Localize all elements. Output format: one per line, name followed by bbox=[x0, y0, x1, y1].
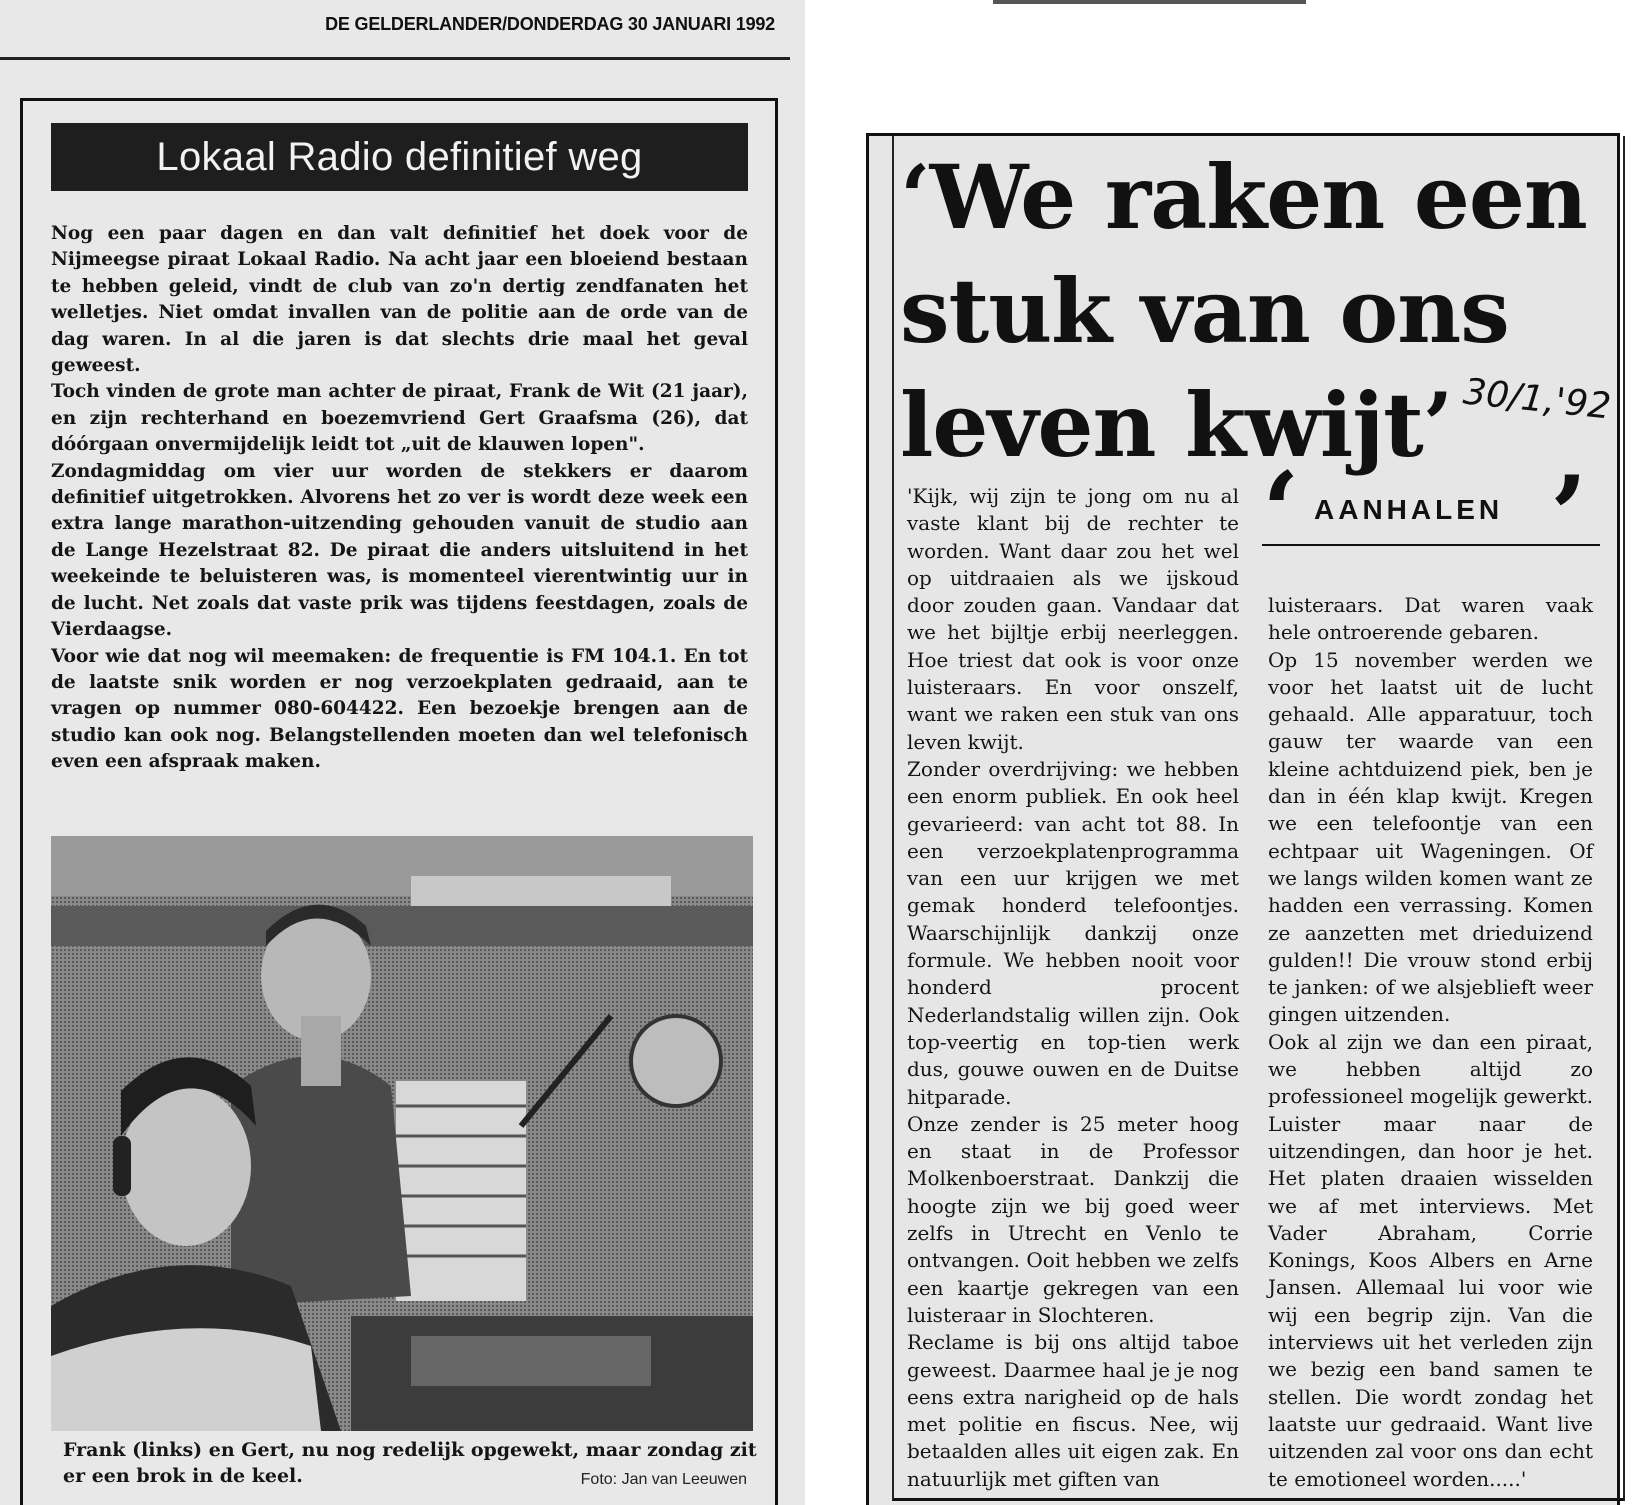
column-paragraph: Op 15 november werden we voor het laatst uit de lucht gehaald. Alle apparatuur, toch gauw ter waarde van een kleine achtduizend piek, ben je dan in één klap kwijt. Kregen we een telefoontje van een echtpaar uit Wageningen. Of we langs wilden komen want ze hadden een verrassing. Komen ze aanzetten met drieduizend gulden!! Die vrouw stond erbij te janken: of we alsjeblieft weer gingen uitzenden. bbox=[1268, 647, 1593, 1027]
rubric-label: AANHALEN bbox=[1314, 494, 1504, 525]
open-quote-icon: ‘ bbox=[1262, 449, 1300, 575]
newspaper-masthead: DE GELDERLANDER/DONDERDAG 30 JANUARI 1992 bbox=[325, 14, 775, 34]
right-column-1 bbox=[907, 483, 1239, 1493]
photo-caption: Frank (links) en Gert, nu nog redelijk opgewekt, maar zondag zit er een brok in de keel. bbox=[63, 1439, 757, 1487]
handwritten-date: 30/1,'92 bbox=[1461, 371, 1613, 428]
left-paragraph: Nog een paar dagen en dan valt definitief het doek voor de Nijmeegse piraat Lokaal Radio. Na acht jaar een bloeiend bestaan te hebben geleid, vindt de club van zo'n dertig zendfanaten het welletjes. Niet omdat invallen van de politie aan de orde van de dag waren. In al die jaren is dat slechts drie maal het geval geweest. bbox=[51, 223, 748, 377]
left-paragraph: Toch vinden de grote man achter de piraat, Frank de Wit (21 jaar), en zijn rechterhand en boezemvriend Gert Graafsma (26), dat dóórgaan onvermijdelijk leidt tot „uit de klauwen lopen". bbox=[51, 381, 748, 456]
column-paragraph: Onze zender is 25 meter hoog en staat in de Professor Molkenboerstraat. Dankzij die hoogte zijn we bij goed weer zelfs in Utrecht en Venlo te ontvangen. Ooit hebben we zelfs een kaartje gekregen van een luisteraar in Slochteren. bbox=[907, 1111, 1239, 1327]
studio-photo bbox=[51, 836, 753, 1431]
column-paragraph: Ook al zijn we dan een piraat, we hebben altijd zo professioneel mogelijk gewerkt. Luister maar naar de uitzendingen, dan hoor je het. Het platen draaien wisselden we af met interviews. Met Vader Abraham, Corrie Konings, Koos Albers en Arne Jansen. Allemaal lui voor wie wij een begrip zijn. Van die interviews uit het verleden zijn we bezig een band samen te stellen. Die wordt zondag het laatste uur gedraaid. Want live uitzenden zal voor ons dan echt te emotioneel worden.....' bbox=[1268, 1029, 1593, 1491]
clipping-edge-strip bbox=[993, 0, 1306, 4]
right-headline: ‘We raken een stuk van ons leven kwijt’ bbox=[900, 145, 1587, 477]
left-paragraph: Voor wie dat nog wil meemaken: de frequentie is FM 104.1. En tot de laatste snik worden er nog verzoekplaten gedraaid, aan te vragen op nummer 080-604422. Een bezoekje brengen aan de studio kan ook nog. Belangstellenden moeten dan wel telefonisch even een afspraak maken. bbox=[51, 645, 748, 773]
masthead-rule bbox=[0, 57, 790, 60]
left-headline: Lokaal Radio definitief weg bbox=[51, 123, 748, 191]
column-paragraph: Reclame is bij ons altijd taboe geweest. Daarmee haal je je nog eens extra narigheid op de hals met politie en fiscus. Nee, wij betaalden alles uit eigen zak. En natuurlijk met giften van bbox=[907, 1330, 1239, 1491]
photo-credit: Foto: Jan van Leeuwen bbox=[580, 1471, 747, 1488]
left-article-frame bbox=[20, 98, 778, 1505]
left-clipping bbox=[0, 0, 805, 1505]
column-paragraph: luisteraars. Dat waren vaak hele ontroerende gebaren. bbox=[1268, 593, 1593, 645]
close-quote-icon: ’ bbox=[1550, 453, 1588, 579]
aanhalen-rubric bbox=[1262, 449, 1600, 579]
column-paragraph: Zonder overdrijving: we hebben een enorm publiek. En ook heel gevarieerd: van acht tot 88. In een verzoekplatenprogramma van een uur krijgen we met gemak honderd telefoontjes. Waarschijnlijk dankzij onze formule. We hebben nooit voor honderd procent Nederlandstalig willen zijn. Ook top-veertig en top-tien werk dus, gouwe ouwen en de Duitse hitparade. bbox=[907, 756, 1239, 1109]
studio-photo-illustration bbox=[51, 836, 753, 1431]
left-article-body bbox=[51, 221, 748, 776]
column-paragraph: 'Kijk, wij zijn te jong om nu al vaste klant bij de rechter te worden. Want daar zou het wel op uitdraaien als we ijskoud door zouden gaan. Vandaar dat we het bijltje erbij neerleggen. Hoe triest dat ook is voor onze luisteraars. En voor onszelf, want we raken een stuk van ons leven kwijt. bbox=[907, 484, 1239, 754]
right-column-2 bbox=[1268, 592, 1593, 1493]
left-paragraph: Zondagmiddag om vier uur worden de stekkers er daarom definitief uitgetrokken. Alvorens het zo ver is wordt deze week een extra lange marathon-uitzending gehouden vanuit de studio aan de Lange Hezelstraat 82. De piraat die anders uitsluitend in het weekeinde te beluisteren was, is momenteel vierentwintig uur in de lucht. Net zoals dat vaste prik was tijdens feestdagen, zoals de Vierdaagse. bbox=[51, 460, 748, 641]
